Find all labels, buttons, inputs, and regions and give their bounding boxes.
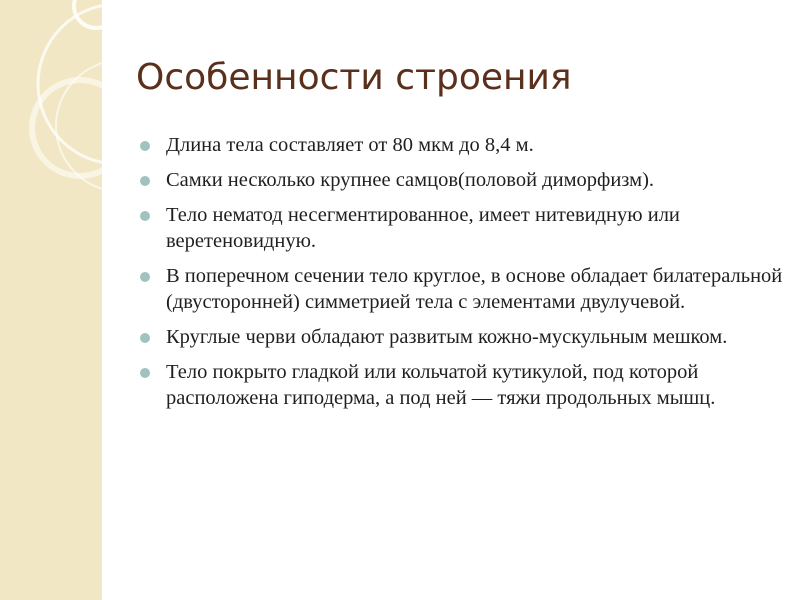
list-item <box>138 202 786 254</box>
bullet-text: Тело нематод несегментированное, имеет нитевидную или веретеновидную. <box>166 204 680 252</box>
rings-decoration-icon <box>0 0 102 600</box>
bullet-text: Круглые черви обладают развитым кожно-мускульным мешком. <box>166 326 728 348</box>
bullet-text: Тело покрыто гладкой или кольчатой кутикулой, под которой расположена гиподерма, а под ней — тяжи продольных мышц. <box>166 361 716 409</box>
bullet-text: В поперечном сечении тело круглое, в основе обладает билатеральной (двусторонней) симметрией тела с элементами двулучевой. <box>166 265 783 313</box>
list-item <box>138 263 786 315</box>
bullet-dot-icon <box>140 211 150 221</box>
bullet-dot-icon <box>140 272 150 282</box>
decorative-sidebar <box>0 0 102 600</box>
list-item <box>138 132 786 158</box>
bullet-dot-icon <box>140 141 150 151</box>
bullet-dot-icon <box>140 368 150 378</box>
list-item <box>138 324 786 350</box>
bullet-list <box>138 132 786 420</box>
bullet-dot-icon <box>140 333 150 343</box>
slide-title: Особенности строения <box>136 57 572 98</box>
bullet-text: Самки несколько крупнее самцов(половой диморфизм). <box>166 169 655 191</box>
bullet-dot-icon <box>140 176 150 186</box>
bullet-text: Длина тела составляет от 80 мкм до 8,4 м. <box>166 134 534 156</box>
list-item <box>138 167 786 193</box>
list-item <box>138 359 786 411</box>
